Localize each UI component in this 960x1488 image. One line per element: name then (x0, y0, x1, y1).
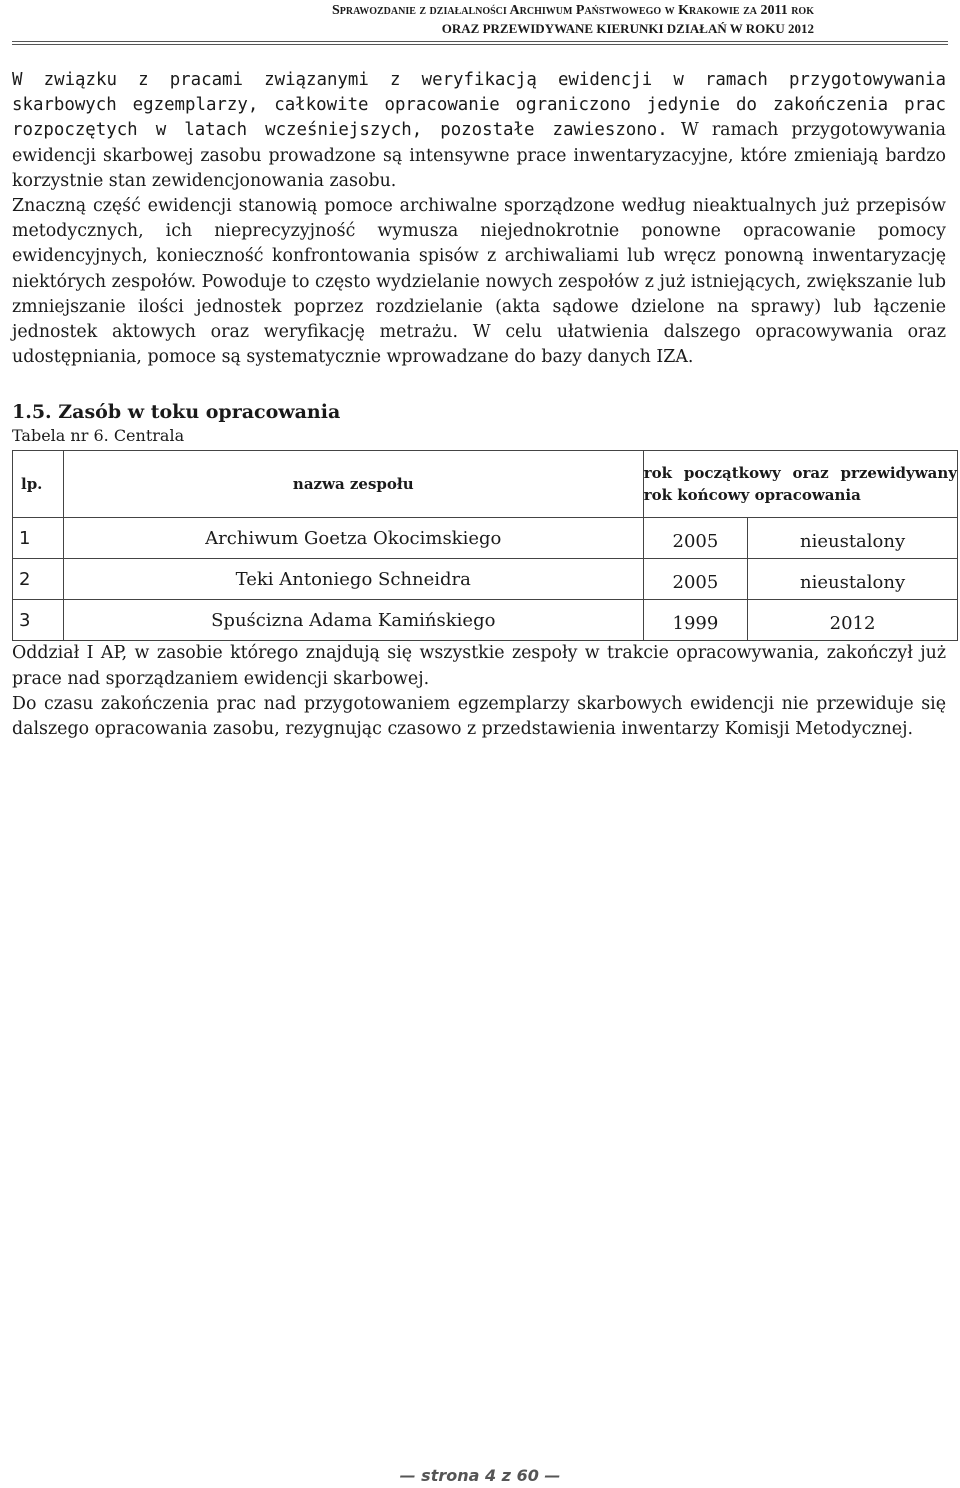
cell-end-year: 2012 (748, 600, 958, 641)
cell-end-year: nieustalony (748, 518, 958, 559)
paragraph-4: Do czasu zakończenia prac nad przygotowaniem egzemplarzy skarbowych ewidencji nie przewiduje się dalszego opracowania zasobu, rezygnując czasowo z przedstawienia inwentarzy Komisji Metodycznej. (12, 693, 946, 740)
table-row (13, 600, 958, 641)
cell-name: Teki Antoniego Schneidra (63, 559, 643, 600)
paragraph-1 (12, 68, 946, 194)
header-name: nazwa zespołu (63, 451, 643, 518)
cell-end-year: nieustalony (748, 559, 958, 600)
cell-name: Archiwum Goetza Okocimskiego (63, 518, 643, 559)
header-title-line2: ORAZ PRZEWIDYWANE KIERUNKI DZIAŁAŃ W ROKU 2012 (441, 21, 814, 36)
table-caption: Tabela nr 6. Centrala (12, 426, 185, 446)
page-content (12, 68, 957, 742)
header-lp: lp. (13, 451, 64, 518)
cell-lp: 3 (13, 600, 64, 641)
table-header-row (13, 451, 958, 518)
cell-lp: 2 (13, 559, 64, 600)
table-row (13, 559, 958, 600)
running-header (114, 0, 814, 38)
cell-name: Spuścizna Adama Kamińskiego (63, 600, 643, 641)
paragraph-2: Znaczną część ewidencji stanowią pomoce archiwalne sporządzone według nieaktualnych już przepisów metodycznych, ich nieprecyzyjność wymusza niejednokrotnie ponowne opracowanie pomocy ewidencyjnych, konieczność konfrontowania spisów z archiwaliami lub wręcz ponowną inwentaryzację niektórych zespołów. Powoduje to często wydzielanie nowych zespołów z już istniejących, zwiększanie lub zmniejszanie ilości jednostek poprzez rozdzielanie (akta sądowe dzielone na sprawy) lub łączenie jednostek aktowych oraz weryfikację metrażu. W celu ułatwienia dalszego opracowywania oraz udostępniania, pomoce są systematycznie wprowadzane do bazy danych IZA. (12, 196, 946, 368)
paragraph-3: Oddział I AP, w zasobie którego znajdują się wszystkie zespoły w trakcie opracowywania, zakończył już prace nad sporządzaniem ewidencji skarbowej. (12, 643, 946, 689)
header-divider (12, 41, 948, 45)
table-row (13, 518, 958, 559)
records-table (12, 450, 958, 641)
cell-lp: 1 (13, 518, 64, 559)
section-title: 1.5. Zasób w toku opracowania (12, 401, 341, 424)
header-title-line1: Sprawozdanie z działalności Archiwum Państwowego w Krakowie za 2011 rok (331, 3, 814, 18)
cell-start-year: 1999 (643, 600, 747, 641)
cell-start-year: 2005 (643, 559, 747, 600)
paragraph-1-part-a: W związku z pracami związanymi z weryfikacją ewidencji w ramach przygotowywania skarbowych egzemplarzy, całkowite opracowanie ograniczono jedynie do zakończenia prac rozpoczętych w latach wcześniejszych, pozostałe zawieszono. (12, 70, 946, 141)
page-number: — strona 4 z 60 — (399, 1466, 561, 1485)
paragraph-1-part-b: W ramach przygotowywania ewidencji skarbowej zasobu prowadzone są intensywne prace inwentaryzacyjne, które zmieniają bardzo korzystnie stan zewidencjonowania zasobu. (12, 120, 947, 191)
header-years: rok początkowy oraz przewidywany rok końcowy opracowania (643, 451, 957, 518)
cell-start-year: 2005 (643, 518, 747, 559)
